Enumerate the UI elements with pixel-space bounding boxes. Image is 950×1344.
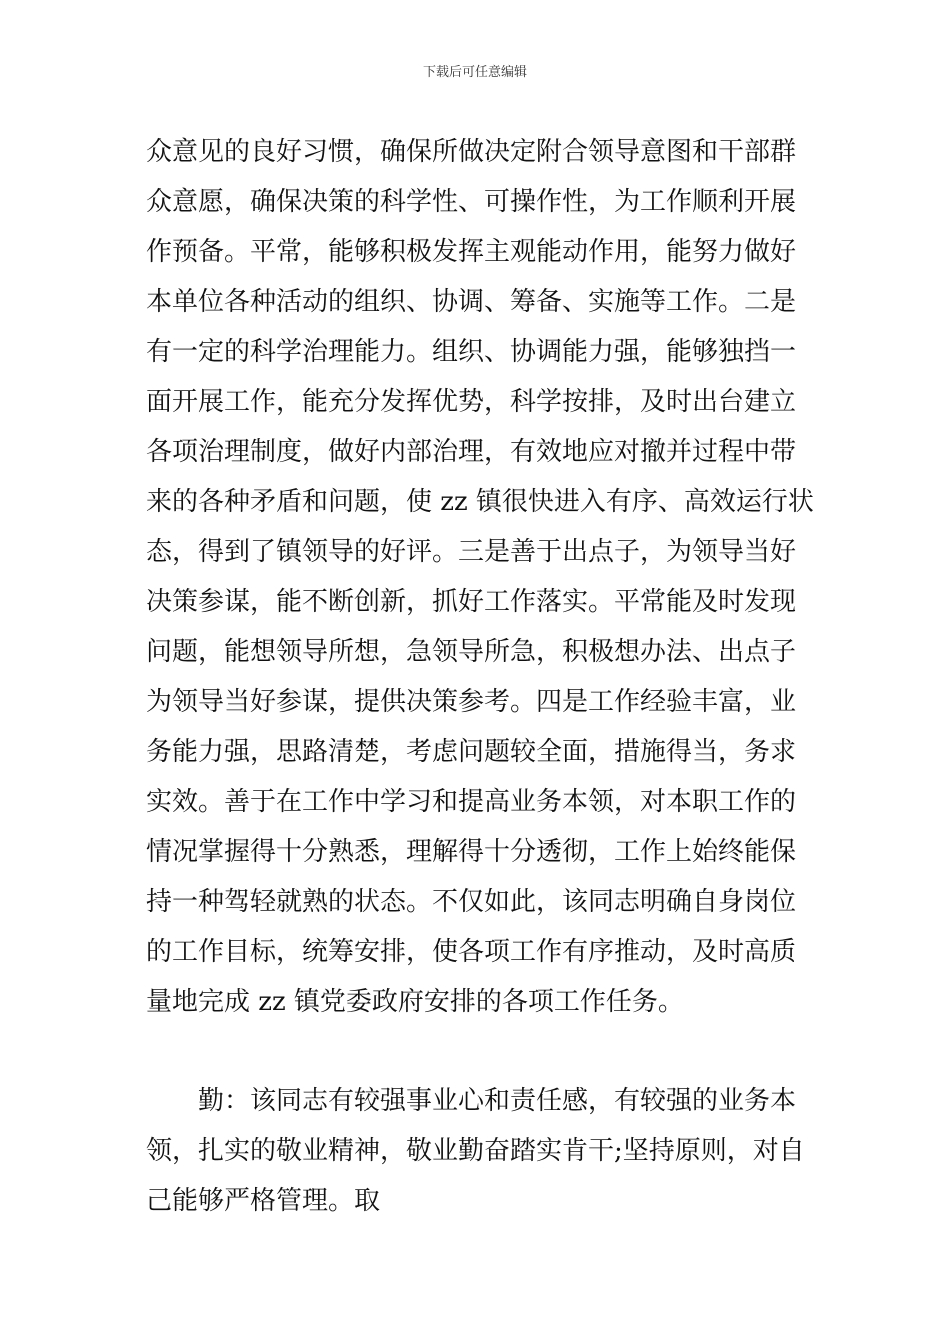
text-line: 问题，能想领导所想，急领导所急，积极想办法、出点子	[146, 637, 797, 667]
text-line: 持一种驾轻就熟的状态。不仅如此，该同志明确自身岗位	[146, 887, 797, 917]
text-line: 来的各种矛盾和问题，使 zz 镇很快进入有序、高效运行状	[146, 487, 814, 517]
text-line: 实效。善于在工作中学习和提高业务本领，对本职工作的	[146, 787, 797, 817]
text-line: 本单位各种活动的组织、协调、筹备、实施等工作。二是	[146, 287, 797, 317]
text-line: 有一定的科学治理能力。组织、协调能力强，能够独挡一	[146, 337, 797, 367]
text-line: 己能够严格管理。取	[146, 1186, 381, 1216]
page-header: 下载后可任意编辑	[422, 65, 527, 80]
text-line: 量地完成 zz 镇党委政府安排的各项工作任务。	[146, 987, 684, 1017]
text-line: 的工作目标，统筹安排，使各项工作有序推动，及时高质	[146, 937, 797, 967]
text-line: 领，扎实的敬业精神，敬业勤奋踏实肯干;坚持原则，对自	[146, 1136, 805, 1166]
text-line: 决策参谋，能不断创新，抓好工作落实。平常能及时发现	[146, 587, 797, 617]
text-line: 面开展工作，能充分发挥优势，科学按排，及时出台建立	[146, 387, 797, 417]
paragraph-spacer	[146, 1027, 816, 1076]
text-line: 为领导当好参谋，提供决策参考。四是工作经验丰富，业	[146, 687, 797, 717]
document-body	[146, 127, 816, 1226]
text-line: 态，得到了镇领导的好评。三是善于出点子，为领导当好	[146, 537, 797, 567]
text-line: 众意愿，确保决策的科学性、可操作性，为工作顺利开展	[146, 187, 797, 217]
text-line: 众意见的良好习惯，确保所做决定附合领导意图和干部群	[146, 137, 797, 167]
text-line: 各项治理制度，做好内部治理，有效地应对撤并过程中带	[146, 437, 797, 467]
paragraph-2	[146, 1076, 816, 1226]
text-line: 勤：该同志有较强事业心和责任感，有较强的业务本	[146, 1086, 797, 1116]
text-line: 情况掌握得十分熟悉，理解得十分透彻，工作上始终能保	[146, 837, 797, 867]
text-line: 务能力强，思路清楚，考虑问题较全面，措施得当，务求	[146, 737, 797, 767]
text-line: 作预备。平常，能够积极发挥主观能动作用，能努力做好	[146, 237, 797, 267]
paragraph-1	[146, 127, 816, 1027]
